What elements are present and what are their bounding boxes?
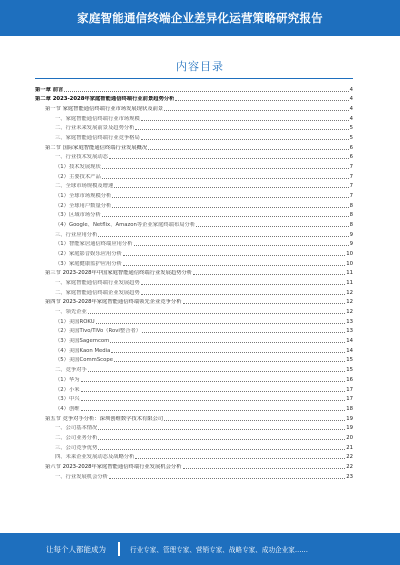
toc-dot-leader bbox=[98, 439, 345, 440]
toc-entry-page: 18 bbox=[346, 405, 353, 412]
toc-entry-title: （1）美国ROKU bbox=[55, 318, 95, 325]
toc-entry-title: 第六节 2023-2028年家庭智能通信终端行业发展机会分析 bbox=[45, 463, 182, 470]
toc-entry-title: （3）区域市场分析 bbox=[55, 212, 101, 219]
toc-entry-title: （3）中兴 bbox=[55, 396, 80, 403]
toc-entry[interactable] bbox=[35, 452, 353, 462]
toc-entry-title: 一、行业技术发展动态 bbox=[55, 154, 108, 161]
toc-entry-page: 17 bbox=[346, 396, 353, 403]
toc-dot-leader bbox=[123, 255, 345, 256]
toc-entry-title: （2）全球用户数量分析 bbox=[55, 202, 112, 209]
toc-entry[interactable] bbox=[35, 94, 353, 104]
toc-entry[interactable] bbox=[35, 461, 353, 471]
toc-entry[interactable] bbox=[35, 335, 353, 345]
toc-entry[interactable] bbox=[35, 258, 353, 268]
toc-dot-leader bbox=[98, 429, 345, 430]
toc-dot-leader bbox=[164, 110, 348, 111]
toc-entry-page: 11 bbox=[346, 270, 353, 277]
toc-entry-page: 9 bbox=[349, 231, 353, 238]
toc-entry-title: 三、公司竞争优势 bbox=[55, 444, 98, 451]
toc-entry-title: 一、家庭智能通信终端行业市场规模 bbox=[55, 115, 140, 122]
toc-entry[interactable] bbox=[35, 297, 353, 307]
toc-dot-leader bbox=[134, 245, 349, 246]
toc-entry[interactable] bbox=[35, 355, 353, 365]
toc-divider bbox=[35, 78, 353, 79]
toc-entry[interactable] bbox=[35, 152, 353, 162]
toc-dot-leader bbox=[111, 352, 345, 353]
toc-dot-leader bbox=[135, 458, 345, 459]
toc-entry-page: 15 bbox=[346, 367, 353, 374]
toc-dot-leader bbox=[141, 139, 349, 140]
toc-dot-leader bbox=[98, 236, 348, 237]
toc-entry-title: 二、公司业务分析 bbox=[55, 434, 98, 441]
toc-dot-leader bbox=[88, 371, 345, 372]
toc-entry-page: 17 bbox=[346, 386, 353, 393]
table-of-contents bbox=[35, 84, 353, 481]
toc-dot-leader bbox=[141, 120, 349, 121]
toc-entry-title: 一、领先企业 bbox=[55, 309, 87, 316]
toc-entry-title: 一、公司基本情况 bbox=[55, 425, 98, 432]
toc-entry-title: 二、竞争对手 bbox=[55, 367, 87, 374]
toc-entry-title: 一、行业发展机会分析 bbox=[55, 473, 108, 480]
toc-entry[interactable] bbox=[35, 84, 353, 94]
toc-dot-leader bbox=[81, 400, 346, 401]
toc-dot-leader bbox=[142, 332, 345, 333]
toc-dot-leader bbox=[109, 478, 345, 479]
toc-dot-leader bbox=[102, 168, 349, 169]
toc-entry-page: 7 bbox=[349, 193, 353, 200]
toc-entry-page: 23 bbox=[346, 473, 353, 480]
toc-entry[interactable] bbox=[35, 190, 353, 200]
toc-entry-title: 第一节 家庭智能通信终端行业市场发展现状及前景 bbox=[45, 106, 164, 113]
toc-entry[interactable] bbox=[35, 239, 353, 249]
toc-entry-page: 10 bbox=[346, 260, 353, 267]
toc-dot-leader bbox=[96, 323, 346, 324]
toc-entry[interactable] bbox=[35, 161, 353, 171]
toc-entry-page: 19 bbox=[346, 415, 353, 422]
toc-entry-page: 13 bbox=[346, 328, 353, 335]
footer-slogan: 让每个人都能成为 bbox=[46, 544, 106, 554]
toc-dot-leader bbox=[148, 149, 348, 150]
toc-entry-title: 第二章 2023-2028年家庭智能通信终端行业前景趋势分析 bbox=[35, 96, 175, 103]
toc-entry[interactable] bbox=[35, 316, 353, 326]
toc-entry[interactable] bbox=[35, 277, 353, 287]
toc-dot-leader bbox=[193, 274, 345, 275]
toc-entry[interactable] bbox=[35, 394, 353, 404]
toc-entry-title: 四、未来企业发展动态及战略分析 bbox=[55, 454, 135, 461]
toc-entry-page: 6 bbox=[349, 144, 353, 151]
toc-entry[interactable] bbox=[35, 423, 353, 433]
toc-entry-title: 第三节 2023-2028年中国家庭智能通信终端行业发展趋势分析 bbox=[45, 270, 193, 277]
toc-entry-page: 4 bbox=[349, 96, 353, 103]
toc-entry[interactable] bbox=[35, 132, 353, 142]
toc-entry-title: （3）美国Sagemcom bbox=[55, 338, 110, 345]
toc-entry-page: 7 bbox=[349, 183, 353, 190]
report-title: 家庭智能通信终端企业差异化运营策略研究报告 bbox=[77, 11, 323, 25]
toc-entry[interactable] bbox=[35, 103, 353, 113]
toc-entry-page: 15 bbox=[346, 357, 353, 364]
toc-entry[interactable] bbox=[35, 306, 353, 316]
toc-entry-page: 14 bbox=[346, 338, 353, 345]
toc-entry[interactable] bbox=[35, 287, 353, 297]
toc-dot-leader bbox=[141, 294, 345, 295]
toc-entry-title: （4）创维 bbox=[55, 405, 80, 412]
toc-dot-leader bbox=[114, 187, 348, 188]
toc-dot-leader bbox=[109, 158, 349, 159]
toc-dot-leader bbox=[123, 265, 345, 266]
toc-dot-leader bbox=[81, 391, 346, 392]
toc-entry-title: 第四节 2023-2028年家庭智能通信终端领先企业竞争分析 bbox=[45, 299, 182, 306]
toc-dot-leader bbox=[114, 361, 345, 362]
toc-dot-leader bbox=[110, 342, 345, 343]
toc-dot-leader bbox=[88, 313, 345, 314]
toc-entry-title: （1）华为 bbox=[55, 376, 80, 383]
toc-dot-leader bbox=[196, 226, 348, 227]
toc-entry[interactable] bbox=[35, 113, 353, 123]
toc-entry-page: 5 bbox=[349, 135, 353, 142]
toc-dot-leader bbox=[102, 178, 349, 179]
toc-entry-page: 7 bbox=[349, 164, 353, 171]
toc-entry-page: 10 bbox=[346, 251, 353, 258]
toc-dot-leader bbox=[135, 129, 348, 130]
toc-entry-page: 8 bbox=[349, 202, 353, 209]
toc-entry[interactable] bbox=[35, 171, 353, 181]
toc-entry-title: 一、家庭智能通信终端行业发展趋势 bbox=[55, 280, 140, 287]
toc-entry-title: 第一章 前言 bbox=[35, 86, 64, 93]
toc-dot-leader bbox=[112, 197, 348, 198]
toc-entry-title: （2）主要技术产品 bbox=[55, 173, 101, 180]
toc-entry[interactable] bbox=[35, 326, 353, 336]
toc-entry[interactable] bbox=[35, 248, 353, 258]
toc-entry-page: 16 bbox=[346, 376, 353, 383]
toc-entry-page: 6 bbox=[349, 154, 353, 161]
toc-dot-leader bbox=[81, 381, 346, 382]
toc-entry[interactable] bbox=[35, 268, 353, 278]
toc-entry-page: 9 bbox=[349, 241, 353, 248]
toc-entry-title: （1）技术发展现状 bbox=[55, 164, 101, 171]
toc-dot-leader bbox=[112, 207, 348, 208]
toc-dot-leader bbox=[81, 410, 346, 411]
toc-entry[interactable] bbox=[35, 432, 353, 442]
toc-dot-leader bbox=[141, 284, 345, 285]
toc-entry-page: 21 bbox=[346, 444, 353, 451]
toc-entry-title: （2）小米 bbox=[55, 386, 80, 393]
toc-entry[interactable] bbox=[35, 345, 353, 355]
toc-entry-page: 22 bbox=[346, 463, 353, 470]
toc-entry-title: 三、行业应用分析 bbox=[55, 231, 98, 238]
toc-entry-title: （4）美国Kaon Media bbox=[55, 347, 111, 354]
toc-dot-leader bbox=[102, 216, 349, 217]
toc-entry-page: 20 bbox=[346, 434, 353, 441]
toc-entry-title: （3）家庭健康监护应用分析 bbox=[55, 260, 122, 267]
toc-entry-page: 4 bbox=[349, 86, 353, 93]
toc-entry[interactable] bbox=[35, 229, 353, 239]
footer-banner bbox=[0, 533, 400, 565]
toc-entry[interactable] bbox=[35, 403, 353, 413]
toc-entry-title: 二、全球市场规模及增速 bbox=[55, 183, 114, 190]
toc-dot-leader bbox=[98, 449, 345, 450]
toc-entry[interactable] bbox=[35, 384, 353, 394]
toc-entry-title: （2）家庭影音娱乐应用分析 bbox=[55, 251, 122, 258]
toc-entry[interactable] bbox=[35, 413, 353, 423]
toc-entry-title: 二、家庭智能通信终端企业发展趋势 bbox=[55, 289, 140, 296]
toc-entry-page: 13 bbox=[346, 318, 353, 325]
toc-entry[interactable] bbox=[35, 374, 353, 384]
toc-heading: 内容目录 bbox=[176, 60, 224, 73]
toc-entry[interactable] bbox=[35, 200, 353, 210]
toc-entry-page: 8 bbox=[349, 212, 353, 219]
toc-entry-title: （4）Google、Netflix、Amazon等企业家庭终端布局分析 bbox=[55, 222, 196, 229]
toc-entry-title: （1）智能家居通信终端应用分析 bbox=[55, 241, 133, 248]
toc-entry[interactable] bbox=[35, 471, 353, 481]
toc-dot-leader bbox=[64, 91, 348, 92]
toc-entry-title: （1）全球市场规模分析 bbox=[55, 193, 112, 200]
toc-entry-page: 8 bbox=[349, 222, 353, 229]
footer-separator bbox=[118, 542, 120, 556]
toc-entry[interactable] bbox=[35, 123, 353, 133]
toc-entry[interactable] bbox=[35, 442, 353, 452]
toc-entry-page: 12 bbox=[346, 309, 353, 316]
header-banner bbox=[0, 0, 400, 36]
toc-entry-title: 二、行业未来发展前景及趋势分析 bbox=[55, 125, 135, 132]
toc-entry-page: 4 bbox=[349, 115, 353, 122]
toc-dot-leader bbox=[183, 468, 346, 469]
toc-entry-page: 5 bbox=[349, 125, 353, 132]
toc-dot-leader bbox=[164, 420, 345, 421]
toc-dot-leader bbox=[183, 303, 346, 304]
toc-entry[interactable] bbox=[35, 142, 353, 152]
toc-entry-title: 第二节 国际家庭智能通信终端行业发展概况 bbox=[45, 144, 148, 151]
toc-entry-page: 12 bbox=[346, 289, 353, 296]
toc-entry-page: 22 bbox=[346, 454, 353, 461]
toc-entry-page: 12 bbox=[346, 299, 353, 306]
toc-entry[interactable] bbox=[35, 210, 353, 220]
toc-entry[interactable] bbox=[35, 364, 353, 374]
toc-entry-title: 三、家庭智能通信终端行业竞争格局 bbox=[55, 135, 140, 142]
toc-entry-title: （5）美国CommScope bbox=[55, 357, 113, 364]
toc-entry[interactable] bbox=[35, 219, 353, 229]
toc-entry-page: 4 bbox=[349, 106, 353, 113]
toc-entry-page: 11 bbox=[346, 280, 353, 287]
toc-dot-leader bbox=[175, 100, 348, 101]
toc-entry-page: 14 bbox=[346, 347, 353, 354]
toc-entry[interactable] bbox=[35, 181, 353, 191]
footer-tagline: 行业专家、管理专家、营销专家、战略专家、成功企业家…… bbox=[130, 546, 309, 554]
toc-entry-title: （2）美国Tivo/TiVo（Rovi整合者） bbox=[55, 328, 142, 335]
toc-entry-title: 第五节 竞争对手分析：深圳创维数字技术有限公司 bbox=[45, 415, 164, 422]
toc-entry-page: 19 bbox=[346, 425, 353, 432]
toc-entry-page: 7 bbox=[349, 173, 353, 180]
